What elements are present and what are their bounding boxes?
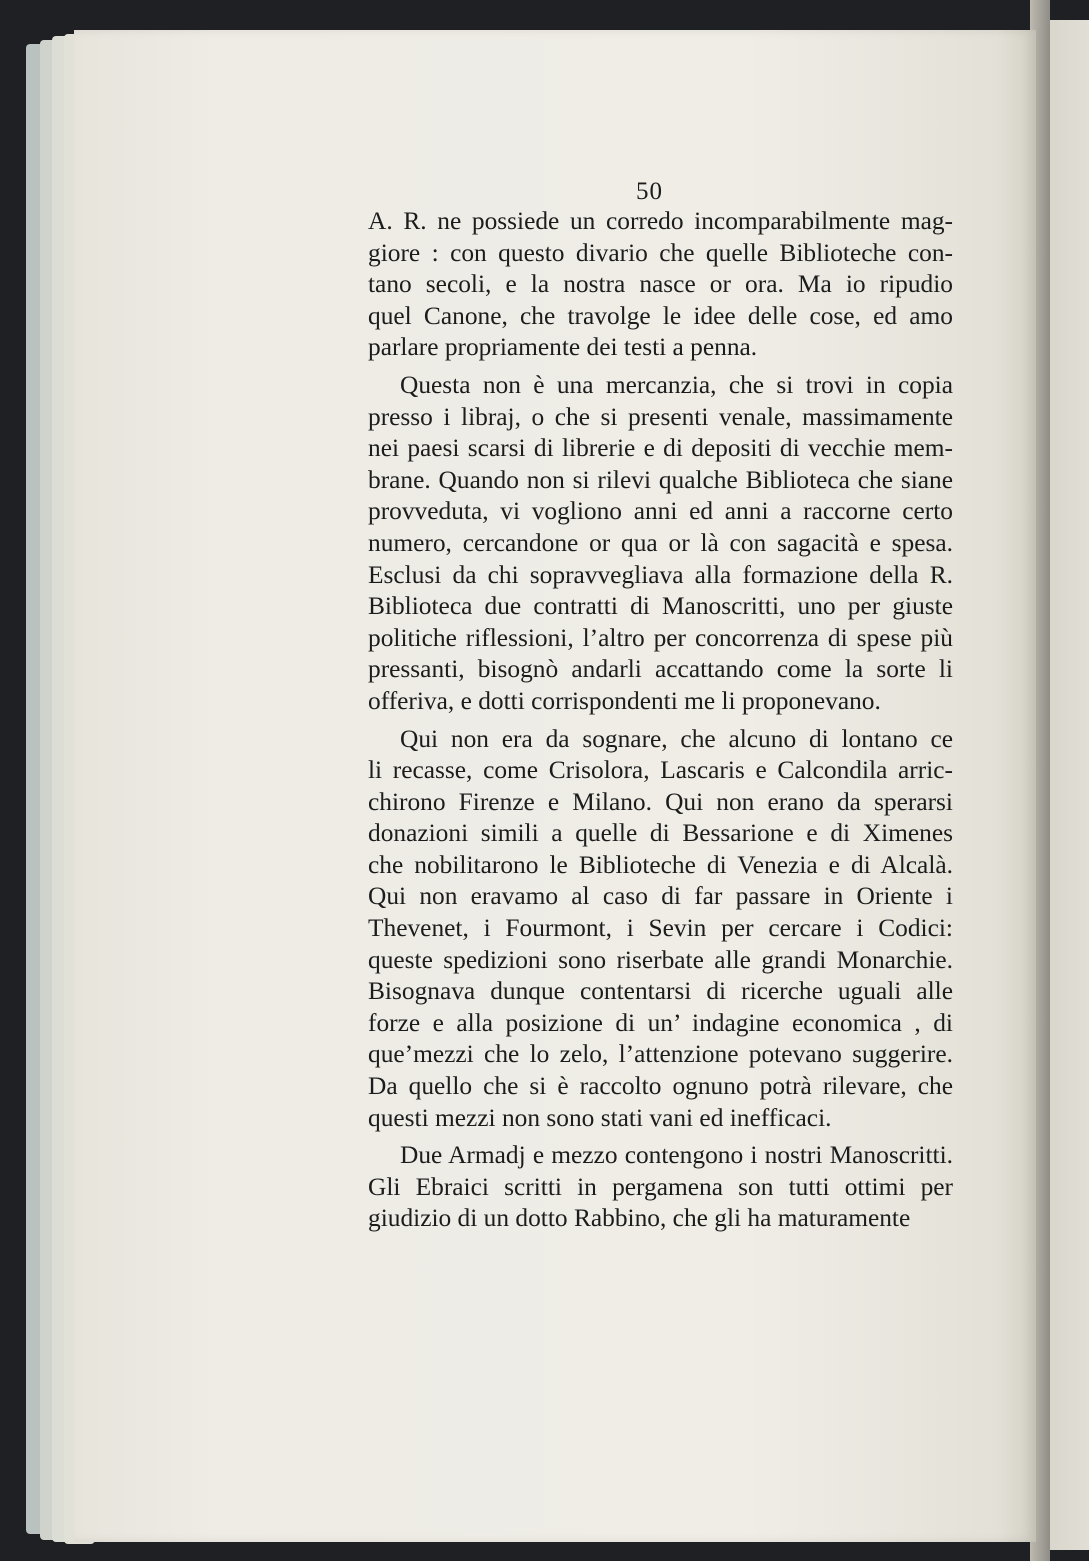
- text-line: chirono Firenze e Milano. Qui non erano da sperarsi: [368, 787, 953, 816]
- text-line: giore : con questo divario che quelle Biblioteche con-: [368, 238, 953, 267]
- text-line: li recasse, come Crisolora, Lascaris e Calcondila arric-: [368, 756, 953, 785]
- text-line: nei paesi scarsi di librerie e di depositi di vecchie mem-: [368, 434, 953, 463]
- text-line: Due Armadj e mezzo contengono i nostri Manoscritti.: [400, 1141, 953, 1170]
- page-number: 50: [636, 178, 663, 205]
- text-line: Questa non è una mercanzia, che si trovi in copia: [400, 370, 953, 399]
- text-line: numero, cercandone or qua or là con sagacità e spesa.: [368, 528, 953, 557]
- paragraph: [368, 1140, 953, 1235]
- text-line: quel Canone, che travolge le idee delle cose, ed amo: [368, 301, 953, 330]
- page-body-text: [368, 206, 953, 1241]
- text-line: Biblioteca due contratti di Manoscritti, uno per giuste: [368, 592, 953, 621]
- facing-page-edge: [1044, 20, 1089, 1550]
- text-line: pressanti, bisognò andarli accattando come la sorte li: [368, 655, 953, 684]
- text-line: politiche riflessioni, l’altro per concorrenza di spese più: [368, 623, 953, 652]
- text-line: Da quello che si è raccolto ognuno potrà rilevare, che: [368, 1072, 953, 1101]
- text-line: que’mezzi che lo zelo, l’attenzione potevano suggerire.: [368, 1040, 953, 1069]
- text-line: Esclusi da chi sopravvegliava alla formazione della R.: [368, 560, 953, 589]
- text-line: Qui non era da sognare, che alcuno di lontano ce: [400, 724, 953, 753]
- text-line: Bisognava dunque contentarsi di ricerche uguali alle: [368, 977, 953, 1006]
- text-line: Gli Ebraici scritti in pergamena son tutti ottimi per: [368, 1172, 953, 1201]
- paragraph: [368, 370, 953, 718]
- text-line: brane. Quando non si rilevi qualche Biblioteca che siane: [368, 465, 953, 494]
- text-line: giudizio di un dotto Rabbino, che gli ha maturamente: [368, 1204, 911, 1233]
- text-line: Qui non eravamo al caso di far passare in Oriente i: [368, 882, 953, 911]
- text-line: forze e alla posizione di un’ indagine economica , di: [368, 1008, 953, 1037]
- text-line: questi mezzi non sono stati vani ed inefficaci.: [368, 1103, 832, 1132]
- text-line: presso i libraj, o che si presenti venale, massimamente: [368, 402, 953, 431]
- text-line: provveduta, vi vogliono anni ed anni a raccorne certo: [368, 497, 953, 526]
- text-line: Thevenet, i Fourmont, i Sevin per cercare i Codici:: [368, 914, 953, 943]
- text-line: che nobilitarono le Biblioteche di Venezia e di Alcalà.: [368, 850, 953, 879]
- text-line: queste spedizioni sono riserbate alle grandi Monarchie.: [368, 945, 953, 974]
- paragraph: [368, 724, 953, 1135]
- text-line: A. R. ne possiede un corredo incomparabilmente mag-: [368, 207, 953, 235]
- text-line: donazioni simili a quelle di Bessarione e di Ximenes: [368, 819, 953, 848]
- text-line: parlare propriamente dei testi a penna.: [368, 333, 758, 362]
- paragraph: [368, 206, 953, 364]
- text-line: tano secoli, e la nostra nasce or ora. Ma io ripudio: [368, 270, 953, 299]
- text-line: offeriva, e dotti corrispondenti me li proponevano.: [368, 686, 881, 715]
